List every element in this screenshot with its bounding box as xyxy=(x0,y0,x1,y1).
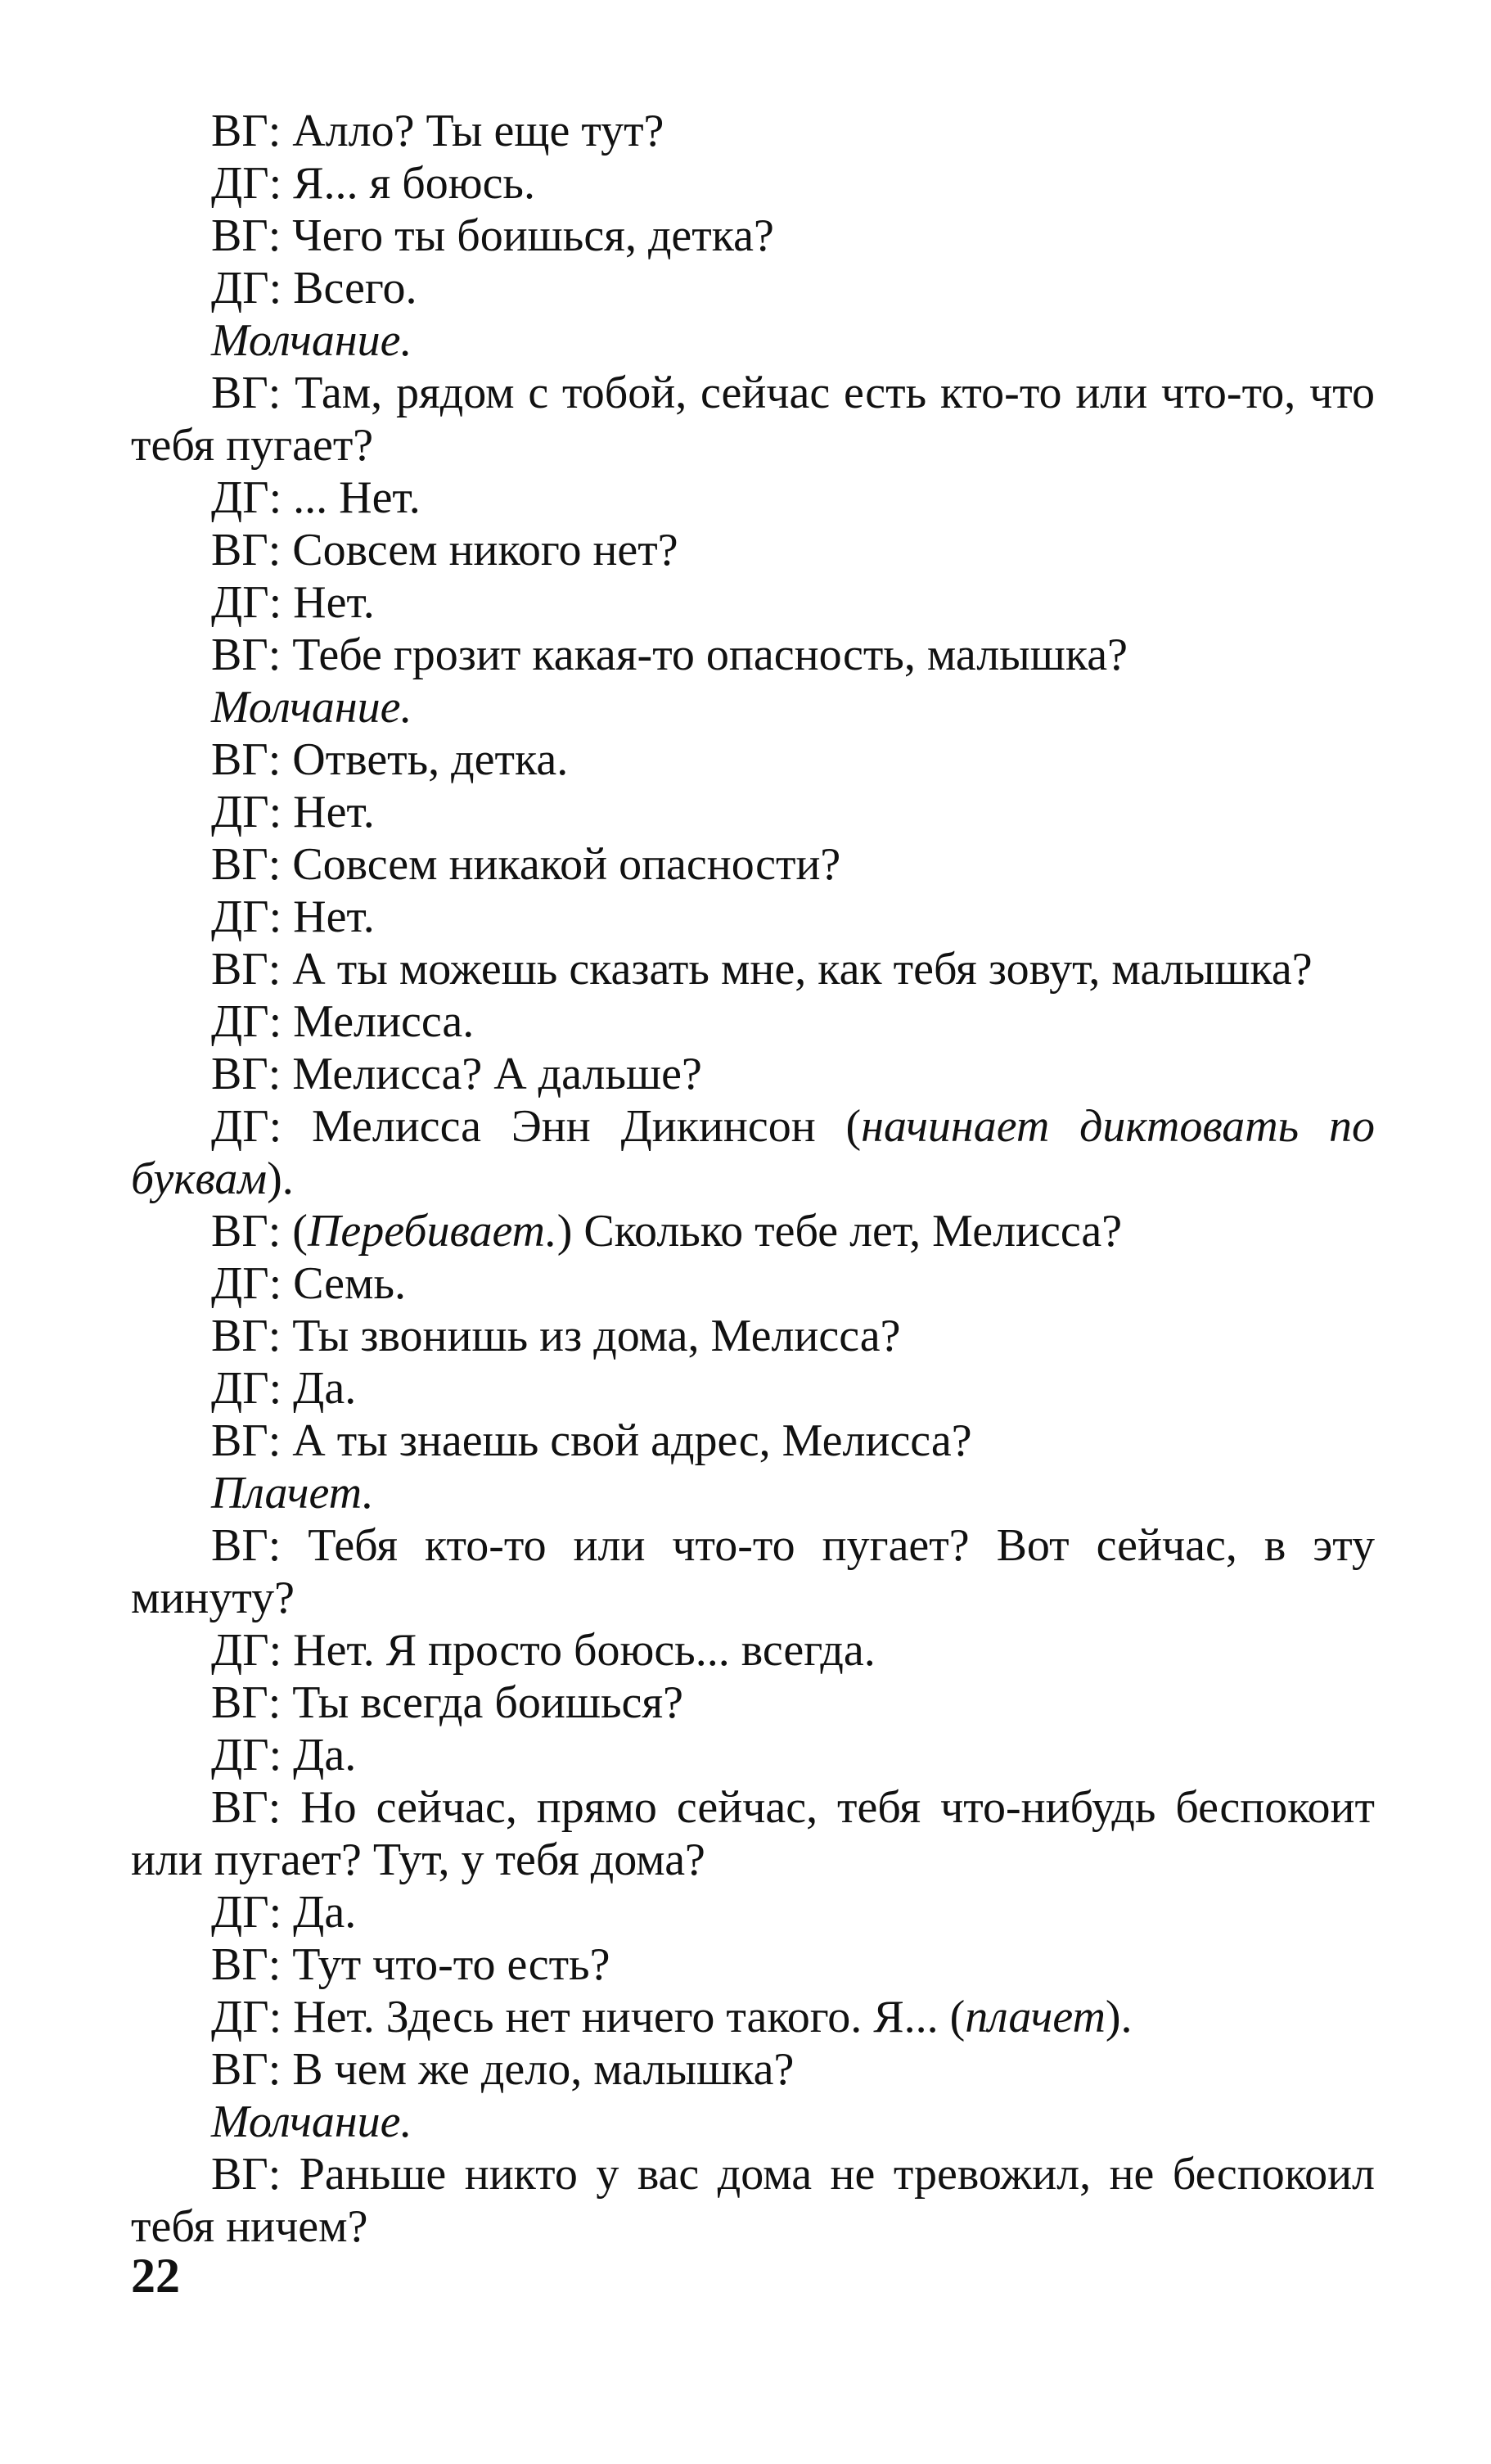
transcript-page xyxy=(131,105,1375,2253)
dialogue-line: ВГ: В чем же дело, малышка? xyxy=(211,2044,795,2095)
dialogue-text: ) Сколько тебе лет, Мелисса? xyxy=(556,1206,1123,1257)
dialogue-text: ). xyxy=(1105,1992,1133,2042)
stage-direction-inline: плачет xyxy=(965,1992,1106,2042)
dialogue-line: ВГ: Совсем никого нет? xyxy=(211,525,678,575)
dialogue-line: ДГ: Нет. xyxy=(211,577,375,628)
dialogue-text: ). xyxy=(267,1153,294,1204)
stage-direction: Плачет. xyxy=(211,1468,374,1519)
dialogue-line: ДГ: Да. xyxy=(211,1887,357,1938)
dialogue-line: ВГ: Ответь, детка. xyxy=(211,734,569,785)
dialogue-line: ВГ: А ты знаешь свой адрес, Мелисса? xyxy=(211,1415,972,1466)
dialogue-line: ВГ: Но сейчас, прямо сейчас, тебя что-нибудь беспокоит или пугает? Тут, у тебя дома? xyxy=(131,1782,1375,1885)
dialogue-line: ДГ: Да. xyxy=(211,1363,357,1414)
dialogue-line: ВГ: Раньше никто у вас дома не тревожил, не беспокоил тебя ничем? xyxy=(131,2149,1375,2252)
dialogue-line: ВГ: Тебе грозит какая-то опасность, малышка? xyxy=(211,630,1128,680)
dialogue-line: ВГ: А ты можешь сказать мне, как тебя зовут, малышка? xyxy=(211,944,1313,995)
dialogue-line: ДГ: Да. xyxy=(211,1730,357,1780)
dialogue-line: ВГ: Мелисса? А дальше? xyxy=(211,1049,702,1099)
dialogue-line: ДГ: Семь. xyxy=(211,1258,406,1309)
dialogue-line: ДГ: Мелисса. xyxy=(211,996,475,1047)
dialogue-line: ВГ: Там, рядом с тобой, сейчас есть кто-то или что-то, что тебя пугает? xyxy=(131,368,1375,471)
dialogue-line: ВГ: Ты звонишь из дома, Мелисса? xyxy=(211,1311,901,1361)
stage-direction: Молчание. xyxy=(211,682,412,733)
dialogue-line xyxy=(131,1100,1375,1205)
stage-direction-inline: начинает диктовать по буквам xyxy=(131,1101,1375,1204)
dialogue-line: ДГ: Нет. xyxy=(211,787,375,837)
dialogue-line: ВГ: Совсем никакой опасности? xyxy=(211,839,841,890)
stage-direction: Молчание. xyxy=(211,2096,412,2147)
dialogue-line: ДГ: Нет. xyxy=(211,891,375,942)
page-number: 22 xyxy=(131,2249,180,2303)
dialogue-line xyxy=(131,1205,1375,1257)
dialogue-text: ВГ: ( xyxy=(211,1206,308,1257)
dialogue-text: ДГ: Мелисса Энн Дикинсон ( xyxy=(211,1101,862,1152)
dialogue-line: ДГ: Нет. Я просто боюсь... всегда. xyxy=(211,1625,876,1676)
dialogue-line: ДГ: ... Нет. xyxy=(211,472,421,523)
dialogue-line: ВГ: Ты всегда боишься? xyxy=(211,1677,683,1728)
dialogue-line: ДГ: Я... я боюсь. xyxy=(211,158,535,209)
dialogue-line xyxy=(131,1991,1375,2043)
dialogue-text: ДГ: Нет. Здесь нет ничего такого. Я... ( xyxy=(211,1992,966,2042)
dialogue-line: ВГ: Чего ты боишься, детка? xyxy=(211,210,774,261)
stage-direction: Молчание. xyxy=(211,315,412,366)
dialogue-line: ВГ: Тут что-то есть? xyxy=(211,1939,610,1990)
dialogue-line: ВГ: Тебя кто-то или что-то пугает? Вот сейчас, в эту минуту? xyxy=(131,1520,1375,1623)
dialogue-line: ВГ: Алло? Ты еще тут? xyxy=(211,106,664,156)
dialogue-line: ДГ: Всего. xyxy=(211,263,417,314)
stage-direction-inline: Перебивает. xyxy=(307,1206,557,1257)
